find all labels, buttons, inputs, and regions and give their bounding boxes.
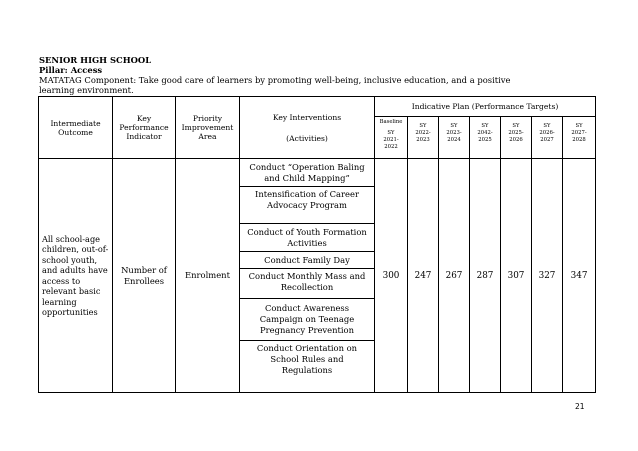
header-year-2022-2023: SY 2022- 2023 bbox=[408, 117, 439, 159]
header-key-performance-indicator: Key Performance Indicator bbox=[113, 97, 176, 159]
activity-family-day: Conduct Family Day bbox=[240, 252, 375, 269]
target-2023-2024: 267 bbox=[439, 159, 470, 393]
indicative-plan-table bbox=[38, 96, 596, 393]
target-2024-2025: 287 bbox=[470, 159, 501, 393]
component-text-line1: MATATAG Component: Take good care of learners by promoting well-being, inclusive education, and a positive bbox=[39, 75, 511, 85]
header-indicative-plan: Indicative Plan (Performance Targets) bbox=[375, 97, 596, 117]
target-2022-2023: 247 bbox=[408, 159, 439, 393]
header-year-baseline: Baseline SY 2021- 2022 bbox=[375, 117, 408, 159]
header-year-2027-2028: SY 2027- 2028 bbox=[563, 117, 596, 159]
cell-priority-area: Enrolment bbox=[176, 159, 240, 393]
activity-teenage-pregnancy-campaign: Conduct Awareness Campaign on Teenage Pregnancy Prevention bbox=[240, 299, 375, 341]
header-year-2024-2025: SY 2042- 2025 bbox=[470, 117, 501, 159]
header-year-2026-2027: SY 2026- 2027 bbox=[532, 117, 563, 159]
cell-intermediate-outcome: All school-age children, out-of- school youth, and adults have access to relevant basic learning opportunities bbox=[39, 159, 113, 393]
header-year-2025-2026: SY 2025- 2026 bbox=[501, 117, 532, 159]
activity-monthly-mass: Conduct Monthly Mass and Recollection bbox=[240, 269, 375, 299]
cell-key-performance-indicator: Number of Enrollees bbox=[113, 159, 176, 393]
activity-operation-baling: Conduct “Operation Baling and Child Mapping” bbox=[240, 159, 375, 187]
target-2026-2027: 327 bbox=[532, 159, 563, 393]
target-baseline-2021-2022: 300 bbox=[375, 159, 408, 393]
activity-career-advocacy: Intensification of Career Advocacy Program bbox=[240, 187, 375, 224]
header-priority-improvement-area: Priority Improvement Area bbox=[176, 97, 240, 159]
activity-youth-formation: Conduct of Youth Formation Activities bbox=[240, 224, 375, 252]
pillar-title: Pillar: Access bbox=[39, 65, 103, 75]
target-2027-2028: 347 bbox=[563, 159, 596, 393]
header-intermediate-outcome: Intermediate Outcome bbox=[39, 97, 113, 159]
header-key-interventions: Key Interventions (Activities) bbox=[240, 97, 375, 159]
header-year-2023-2024: SY 2023- 2024 bbox=[439, 117, 470, 159]
page-number: 21 bbox=[575, 402, 585, 411]
section-title: SENIOR HIGH SCHOOL bbox=[39, 55, 152, 65]
activity-school-rules-orientation: Conduct Orientation on School Rules and Regulations bbox=[240, 341, 375, 393]
target-2025-2026: 307 bbox=[501, 159, 532, 393]
component-text-line2: learning environment. bbox=[39, 85, 134, 95]
